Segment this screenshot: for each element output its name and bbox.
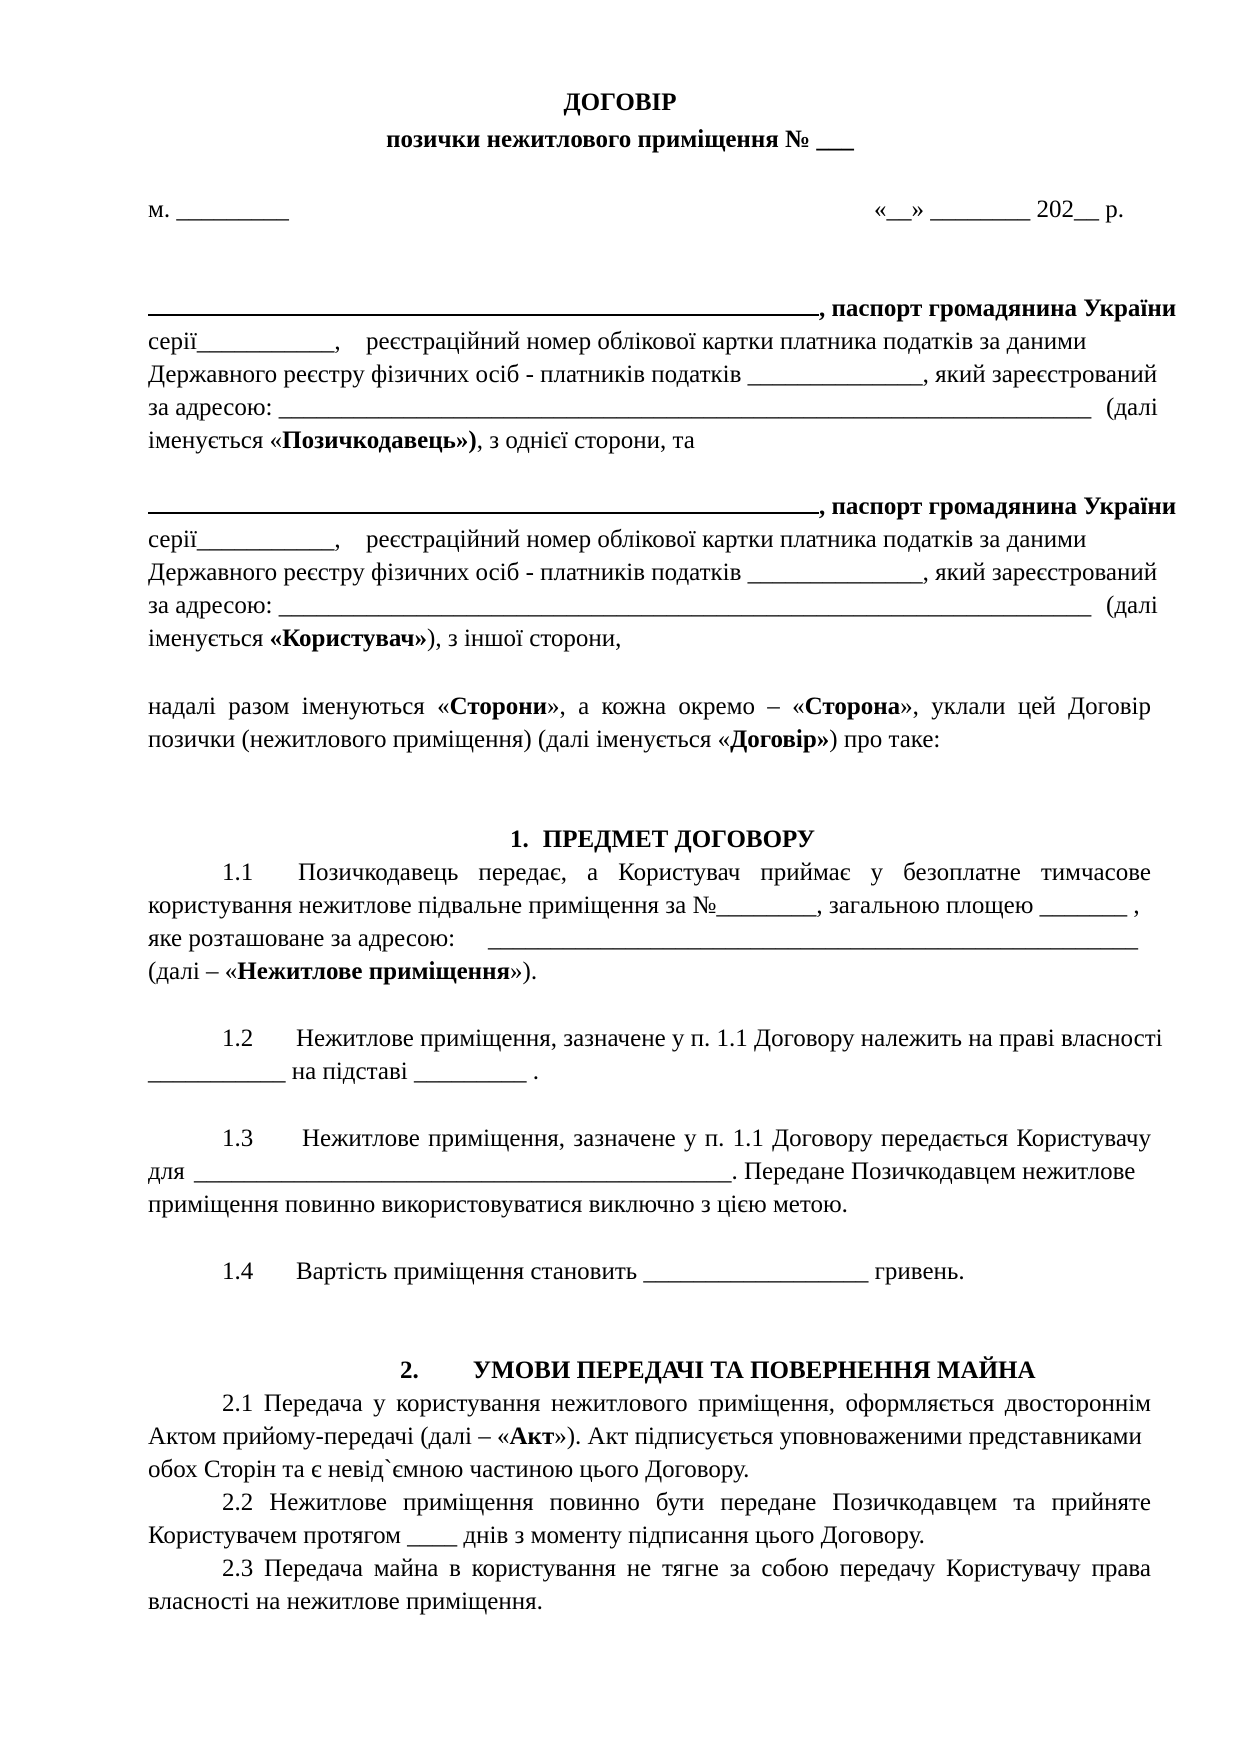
- clause-1-1-end: »).: [510, 958, 538, 985]
- party1-line5: [148, 424, 695, 457]
- section1-number: 1.: [510, 826, 529, 853]
- party2-name-blank: [148, 490, 819, 514]
- clause-2-1-line1: 2.1 Передача у користування нежитлового приміщення, оформляється двостороннім: [222, 1390, 1151, 1417]
- party1-line4-address: за адресою: _________________________________________________________________: [148, 394, 1092, 421]
- document-title: ДОГОВІР: [563, 89, 677, 116]
- parties-clause-line1: [148, 690, 1151, 723]
- party1-line2-tax: реєстраційний номер облікової картки платника податків за даними: [366, 328, 1087, 355]
- clause-1-3-number: 1.3: [222, 1125, 254, 1152]
- clause-2-2-line2: Користувачем протягом ____ днів з моменту підписання цього Договору.: [148, 1522, 925, 1549]
- section1-heading: [510, 823, 815, 856]
- party1-line3: Державного реєстру фізичних осіб - платників податків ______________, який зареєстрований: [148, 361, 1158, 388]
- party2-line4-tail: (далі: [1106, 592, 1158, 619]
- clause-1-3-line3: приміщення повинно використовуватися виключно з цією метою.: [148, 1191, 848, 1218]
- clause-text-a: надалі разом іменуються «: [148, 693, 450, 720]
- section1-title: ПРЕДМЕТ ДОГОВОРУ: [542, 826, 816, 853]
- clause-2-3-line2: власності на нежитлове приміщення.: [148, 1588, 543, 1615]
- act-term: Акт: [509, 1423, 555, 1450]
- party2-line4-address: за адресою: _________________________________________________________________: [148, 592, 1092, 619]
- clause-text-f: ) про таке:: [829, 726, 941, 753]
- clause-1-3-line2a: для: [148, 1158, 185, 1185]
- document-subtitle: позички нежитлового приміщення № ___: [386, 126, 854, 153]
- party2-named-text: іменується: [148, 625, 270, 652]
- clause-1-2-line1: Нежитлове приміщення, зазначене у п. 1.1 Договору належить на праві власності: [296, 1025, 1163, 1052]
- party1-name-blank: [148, 292, 819, 316]
- party2-line2-tax: реєстраційний номер облікової картки платника податків за даними: [366, 526, 1087, 553]
- clause-1-1-line2: користування нежитлове підвальне приміщення за №________, загальною площею _______ ,: [148, 892, 1140, 919]
- party2-line1: [148, 490, 1176, 523]
- clause-text-d: », уклали цей Договір: [900, 693, 1151, 720]
- clause-1-1-number: 1.1: [222, 859, 254, 886]
- party1-line4-tail: (далі: [1106, 394, 1158, 421]
- city-line: м. _________: [148, 196, 289, 223]
- party2-side-text: ), з іншої сторони,: [427, 625, 622, 652]
- parties-clause-line2: [148, 723, 940, 756]
- clause-1-4-line1: Вартість приміщення становить __________________ гривень.: [296, 1258, 965, 1285]
- clause-1-1-line3a: яке розташоване за адресою:: [148, 925, 456, 952]
- section2-heading: [400, 1354, 1036, 1387]
- date-line: «__» ________ 202__ р.: [874, 196, 1124, 223]
- clause-1-2-line2: ___________ на підставі _________ .: [148, 1058, 539, 1085]
- party1-passport-text: , паспорт громадянина України: [819, 295, 1177, 322]
- party2-role-label: «Користувач»: [269, 625, 427, 652]
- section2-title: УМОВИ ПЕРЕДАЧІ ТА ПОВЕРНЕННЯ МАЙНА: [472, 1357, 1036, 1384]
- party2-line2-series: серії___________,: [148, 526, 341, 553]
- clause-2-1-text-a: Актом прийому-передачі (далі – «: [148, 1423, 510, 1450]
- clause-2-1-text-b: »). Акт підписується уповноваженими представниками: [554, 1423, 1142, 1450]
- party1-line2-series: серії___________,: [148, 328, 341, 355]
- party1-line1: [148, 292, 1176, 325]
- clause-1-3-line2b: ___________________________________________. Передане Позичкодавцем нежитлове: [194, 1158, 1136, 1185]
- clause-contract-term: Договір»: [730, 726, 830, 753]
- clause-2-2-line1: 2.2 Нежитлове приміщення повинно бути передане Позичкодавцем та прийняте: [222, 1489, 1151, 1516]
- clause-text-e: позички (нежитлового приміщення) (далі іменується «: [148, 726, 731, 753]
- clause-2-3-line1: 2.3 Передача майна в користування не тягне за собою передачу Користувачу права: [222, 1555, 1151, 1582]
- clause-1-1-line4: [148, 955, 537, 988]
- party2-passport-text: , паспорт громадянина України: [819, 493, 1177, 520]
- section2-number: 2.: [400, 1357, 419, 1384]
- clause-1-3-line1: Нежитлове приміщення, зазначене у п. 1.1 Договору передається Користувачу: [302, 1125, 1151, 1152]
- party1-named-text: іменується «: [148, 427, 283, 454]
- party1-role-label: Позичкодавець»): [282, 427, 477, 454]
- clause-text-c: », а кожна окремо – «: [547, 693, 805, 720]
- clause-1-1-line1: Позичкодавець передає, а Користувач приймає у безоплатне тимчасове: [298, 859, 1151, 886]
- clause-sides-term: Сторони: [449, 693, 548, 720]
- clause-1-4-number: 1.4: [222, 1258, 254, 1285]
- clause-2-1-line3: обох Сторін та є невід`ємною частиною цього Договору.: [148, 1456, 750, 1483]
- premises-term: Нежитлове приміщення: [237, 958, 511, 985]
- clause-2-1-line2: [148, 1420, 1142, 1453]
- clause-1-2-number: 1.2: [222, 1025, 254, 1052]
- clause-1-1-line3b: ____________________________________________________: [488, 925, 1138, 952]
- clause-1-1-further: (далі – «: [148, 958, 238, 985]
- clause-side-term: Сторона: [804, 693, 901, 720]
- party1-side-text: , з однієї сторони, та: [476, 427, 695, 454]
- party2-line3: Державного реєстру фізичних осіб - платників податків ______________, який зареєстрований: [148, 559, 1158, 586]
- party2-line5: [148, 622, 621, 655]
